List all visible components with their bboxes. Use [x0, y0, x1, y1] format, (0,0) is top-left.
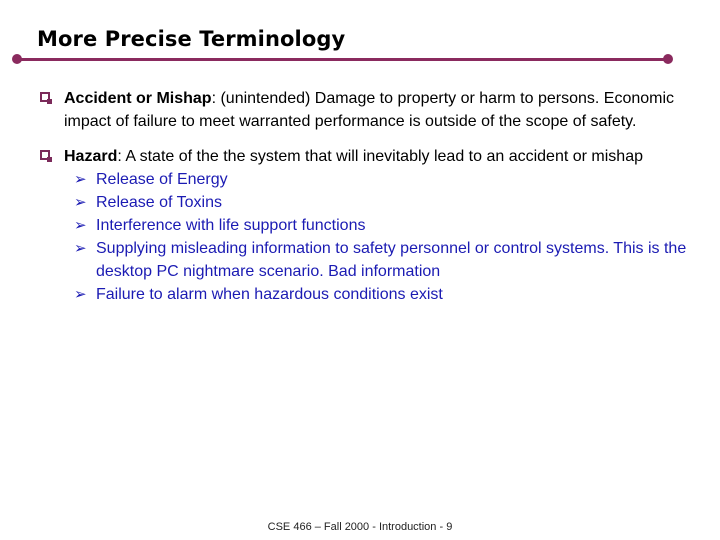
- title-rule-right-dot: [663, 54, 673, 64]
- term-separator: :: [211, 90, 221, 107]
- arrow-bullet-icon: ➢: [74, 285, 87, 303]
- sub-item-text: Failure to alarm when hazardous conditions exist: [96, 286, 443, 303]
- bullet-hazard: [40, 145, 690, 306]
- sub-list-item: [64, 214, 690, 237]
- sub-item-text: Release of Energy: [96, 171, 228, 188]
- term-accident: Accident or Mishap: [64, 90, 212, 107]
- term-separator: :: [117, 148, 126, 165]
- bullet-accident: [40, 87, 690, 133]
- arrow-bullet-icon: ➢: [74, 239, 87, 257]
- arrow-bullet-icon: ➢: [74, 216, 87, 234]
- slide-title: More Precise Terminology: [37, 27, 346, 51]
- arrow-bullet-icon: ➢: [74, 193, 87, 211]
- term-hazard: Hazard: [64, 148, 118, 165]
- sub-list-item: [64, 191, 690, 214]
- arrow-bullet-icon: ➢: [74, 170, 87, 188]
- sub-list-item: [64, 168, 690, 191]
- title-rule: [16, 58, 666, 61]
- square-bullet-icon: [40, 92, 50, 102]
- hazard-sub-list: [64, 168, 690, 306]
- square-bullet-icon: [40, 150, 50, 160]
- slide-content: [40, 87, 690, 306]
- sub-list-item: [64, 237, 690, 283]
- sub-list-item: [64, 283, 690, 306]
- sub-item-text: Interference with life support functions: [96, 217, 366, 234]
- bullet-text: A state of the the system that will inevitably lead to an accident or mishap: [125, 148, 643, 165]
- bullet-text: (unintended) Damage to property or harm to persons. Economic impact of failure to meet warranted performance is outside of the scope of safety.: [64, 90, 675, 130]
- slide-footer: CSE 466 – Fall 2000 - Introduction - 9: [267, 521, 453, 533]
- sub-item-text: Release of Toxins: [96, 194, 222, 211]
- sub-item-text: Supplying misleading information to safety personnel or control systems. This is the desktop PC nightmare scenario. Bad information: [96, 240, 687, 280]
